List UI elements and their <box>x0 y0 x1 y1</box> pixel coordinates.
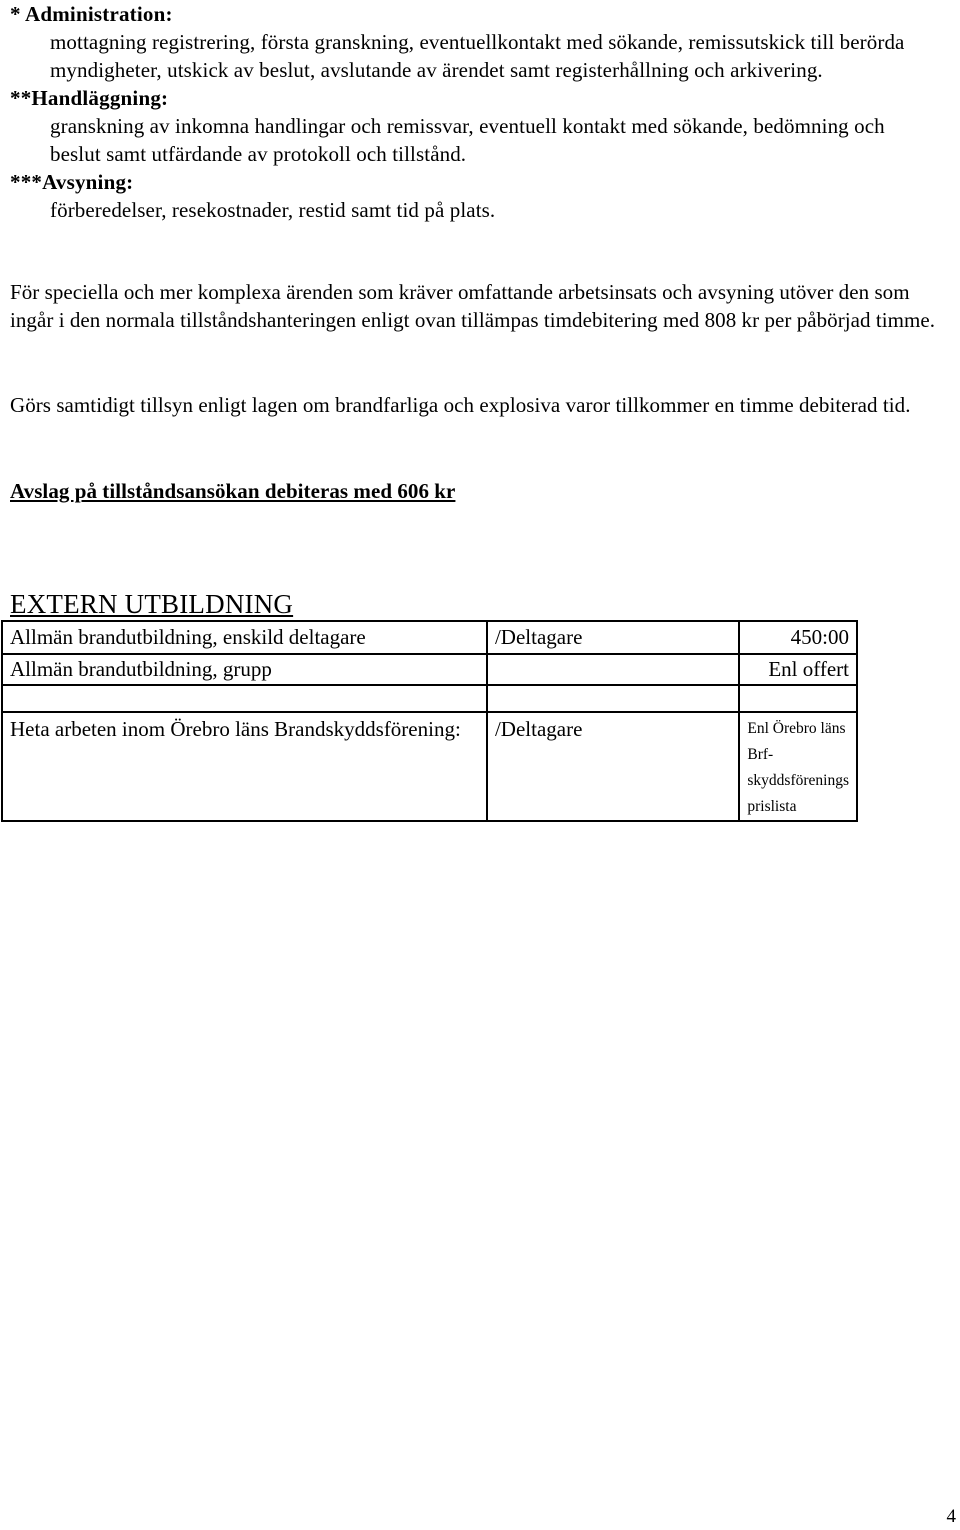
note-administration <box>10 0 940 84</box>
price-cell <box>739 685 857 712</box>
rejection-fee-paragraph: Avslag på tillståndsansökan debiteras med 606 kr <box>10 479 456 503</box>
section-title: EXTERN UTBILDNING <box>10 589 294 619</box>
course-name-cell <box>2 685 487 712</box>
course-name-cell: Heta arbeten inom Örebro läns Brandskyddsförening: <box>2 712 487 821</box>
unit-cell: /Deltagare <box>487 712 739 821</box>
price-cell: Enl Örebro läns Brf-skyddsförenings prislista <box>739 712 857 821</box>
course-name-cell: Allmän brandutbildning, grupp <box>2 654 487 685</box>
note-avsyning <box>10 168 940 224</box>
unit-cell: /Deltagare <box>487 621 739 654</box>
price-cell: 450:00 <box>739 621 857 654</box>
price-cell: Enl offert <box>739 654 857 685</box>
page-number: 4 <box>946 1506 956 1527</box>
note-title: **Handläggning: <box>10 86 169 110</box>
hourly-rate-paragraph: För speciella och mer komplexa ärenden som kräver omfattande arbetsinsats och avsyning utöver den som ingår i den normala tillståndshanteringen enligt ovan tillämpas timdebitering med 808 kr per påbörjad timme. <box>10 280 936 332</box>
note-body: mottagning registrering, första granskning, eventuellkontakt med sökande, remissutskick till berörda myndigheter, utskick av beslut, avslutande av ärendet samt registerhållning och arkivering. <box>50 30 905 82</box>
table-row <box>2 712 857 821</box>
inspection-paragraph: Görs samtidigt tillsyn enligt lagen om brandfarliga och explosiva varor tillkommer en timme debiterad tid. <box>10 393 911 417</box>
table-row <box>2 621 857 654</box>
course-name-cell: Allmän brandutbildning, enskild deltagare <box>2 621 487 654</box>
fee-notes <box>10 0 940 224</box>
note-title: * Administration: <box>10 2 173 26</box>
table-row <box>2 685 857 712</box>
note-title: ***Avsyning: <box>10 170 134 194</box>
note-body: granskning av inkomna handlingar och remissvar, eventuell kontakt med sökande, bedömning och beslut samt utfärdande av protokoll och tillstånd. <box>50 114 885 166</box>
unit-cell <box>487 654 739 685</box>
note-handlaggning <box>10 84 940 168</box>
table-row <box>2 654 857 685</box>
unit-cell <box>487 685 739 712</box>
training-fee-table <box>1 620 858 822</box>
note-body: förberedelser, resekostnader, restid samt tid på plats. <box>50 198 496 222</box>
